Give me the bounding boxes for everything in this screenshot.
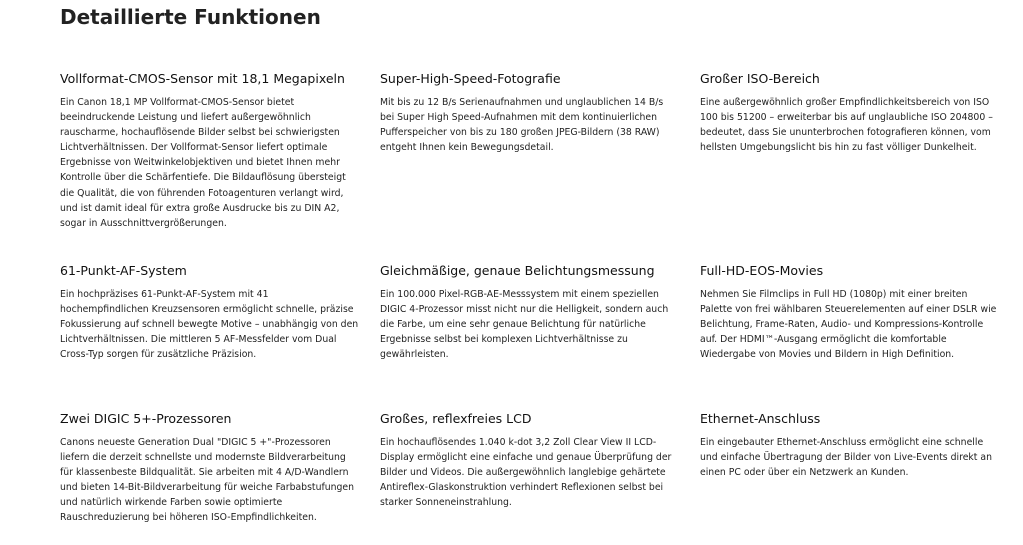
feature-description: Ein 100.000 Pixel-RGB-AE-Messsystem mit einem speziellen DIGIC 4-Prozessor misst nicht nur die Helligkeit, sondern auch die Farbe, um eine sehr genaue Belichtung für natürliche Ergebnisse selbst bei komplexen Lichtverhältnisse zu gewährleisten. bbox=[380, 289, 669, 361]
feature-description: Canons neueste Generation Dual "DIGIC 5 +"-Prozessoren liefern die derzeit schnellste und modernste Bildverarbeitung für klassenbeste Bildqualität. Sie arbeiten mit 4 A/D-Wandlern und bieten 14-Bit-Bildverarbeitung für weiche Farbabstufungen und natürlich wirkende Farben sowie optimierte Rauschreduzierung bei höheren ISO-Empfindlichkeiten. bbox=[60, 437, 355, 524]
feature-movies bbox=[700, 262, 1000, 362]
feature-description: Ein eingebauter Ethernet-Anschluss ermöglicht eine schnelle und einfache Übertragung der Bilder von Live-Events direkt an einen PC oder über ein Netzwerk an Kunden. bbox=[700, 437, 992, 479]
feature-description: Ein Canon 18,1 MP Vollformat-CMOS-Sensor bietet beeindruckende Leistung und liefert außergewöhnlich rauscharme, hochauflösende Bilder selbst bei schwierigsten Lichtverhältnissen. Der Vollformat-Sensor liefert optimale Ergebnisse von Weitwinkelobjektiven und bietet Ihnen mehr Kontrolle über die Schärfentiefe. Die Bildauflösung übersteigt die Qualität, die von führenden Fotoagenturen verlangt wird, und ist damit ideal für extra große Ausdrucke bis zu DIN A2, sogar in Ausschnittvergrößerungen. bbox=[60, 97, 346, 229]
feature-title: Super-High-Speed-Fotografie bbox=[380, 71, 561, 86]
feature-ethernet bbox=[700, 410, 1000, 480]
feature-high-speed bbox=[380, 70, 680, 155]
feature-af-system bbox=[60, 262, 360, 362]
feature-title: Full-HD-EOS-Movies bbox=[700, 263, 824, 278]
feature-title: Gleichmäßige, genaue Belichtungsmessung bbox=[380, 263, 655, 278]
feature-description: Mit bis zu 12 B/s Serienaufnahmen und unglaublichen 14 B/s bei Super High Speed-Aufnahmen mit dem kontinuierlichen Pufferspeicher von bis zu 180 großen JPEG-Bildern (38 RAW) entgeht Ihnen kein Bewegungsdetail. bbox=[380, 97, 664, 154]
feature-description: Eine außergewöhnlich großer Empfindlichkeitsbereich von ISO 100 bis 51200 – erweiterbar bis auf unglaubliche ISO 204800 – bedeutet, dass Sie ununterbrochen fotografieren können, vom hellsten Umgebungslicht bis hin zu fast völliger Dunkelheit. bbox=[700, 97, 993, 154]
feature-full-frame-sensor bbox=[60, 70, 360, 231]
feature-description: Ein hochpräzises 61-Punkt-AF-System mit 41 hochempfindlichen Kreuzsensoren ermöglicht schnelle, präzise Fokussierung auf schnell bewegte Motive – unabhängig von den Lichtverhältnissen. Die mittleren 5 AF-Messfelder vom Dual Cross-Typ sorgen für zusätzliche Präzision. bbox=[60, 289, 359, 361]
feature-title: Großes, reflexfreies LCD bbox=[380, 411, 532, 426]
feature-description: Ein hochauflösendes 1.040 k-dot 3,2 Zoll Clear View II LCD-Display ermöglicht eine einfache und genaue Überprüfung der Bilder und Videos. Die außergewöhnlich langlebige gehärtete Antireflex-Glaskonstruktion verhindert Reflexionen selbst bei starker Sonneneinstrahlung. bbox=[380, 437, 672, 509]
feature-title: 61-Punkt-AF-System bbox=[60, 263, 187, 278]
feature-digic-processors bbox=[60, 410, 360, 526]
feature-iso-range bbox=[700, 70, 1000, 155]
page-title: Detaillierte Funktionen bbox=[60, 5, 321, 29]
feature-lcd bbox=[380, 410, 680, 510]
feature-metering bbox=[380, 262, 680, 362]
feature-title: Ethernet-Anschluss bbox=[700, 411, 821, 426]
feature-title: Zwei DIGIC 5+-Prozessoren bbox=[60, 411, 232, 426]
feature-title: Großer ISO-Bereich bbox=[700, 71, 820, 86]
feature-description: Nehmen Sie Filmclips in Full HD (1080p) mit einer breiten Palette von frei wählbaren Steuerelementen auf einer DSLR wie Belichtung, Frame-Raten, Audio- und Kompressions-Kontrolle auf. Der HDMI™-Ausgang ermöglicht die komfortable Wiedergabe von Movies und Bildern in High Definition. bbox=[700, 289, 997, 361]
feature-title: Vollformat-CMOS-Sensor mit 18,1 Megapixeln bbox=[60, 71, 345, 86]
